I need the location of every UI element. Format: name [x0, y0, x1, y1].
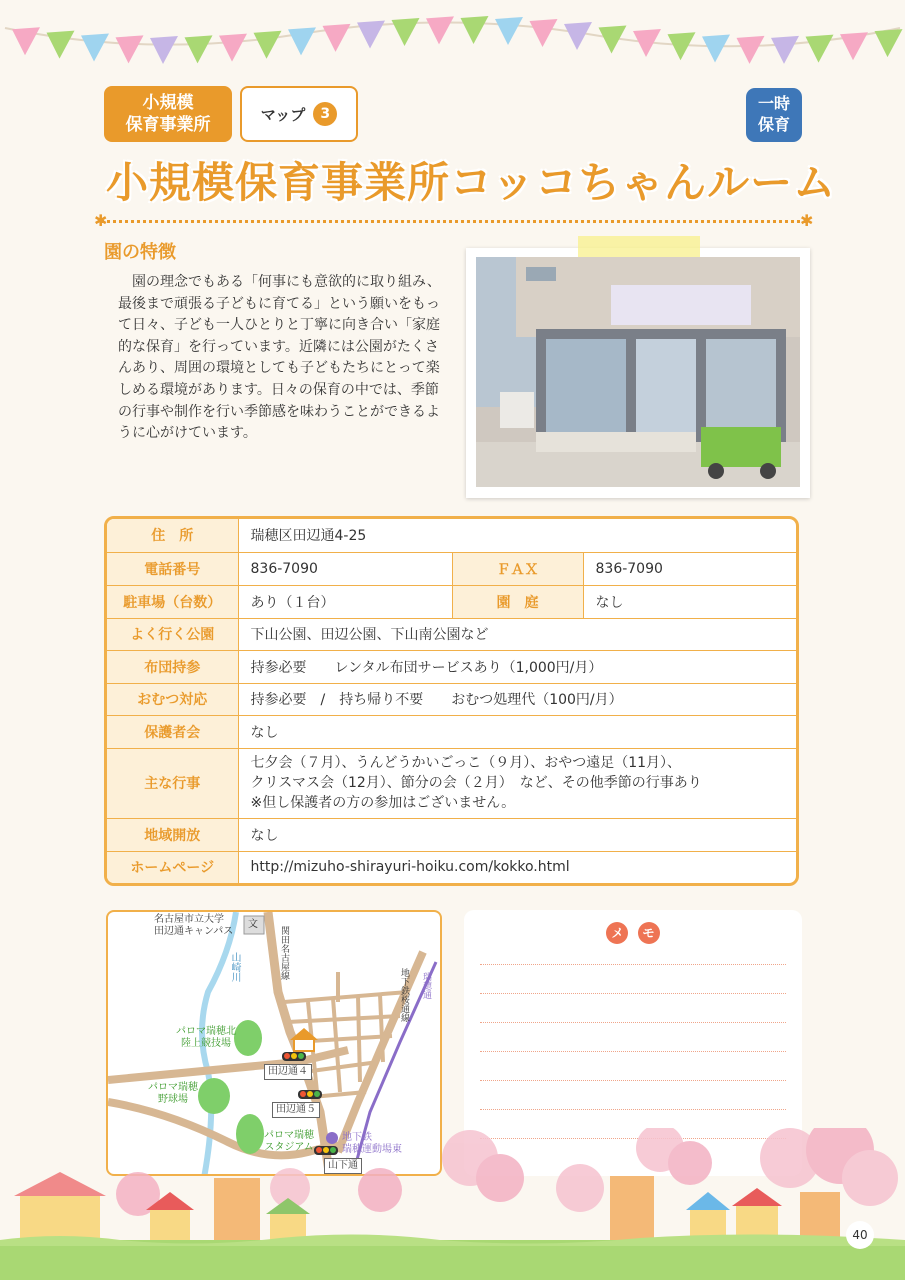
fax-value: 836-7090: [583, 552, 796, 585]
tape-decoration: [578, 236, 700, 258]
map-label: マップ: [260, 105, 306, 124]
fax-label: ＦＡＸ: [452, 552, 583, 585]
memo-line: [480, 1022, 786, 1023]
memo-title: [464, 922, 802, 944]
memo-line: [480, 1109, 786, 1110]
signal-label: 山下通: [324, 1158, 362, 1174]
events-line: クリスマス会（12月）、節分の会（２月） など、その他季節の行事あり: [250, 775, 702, 791]
events-line: 七夕会（７月）、うんどうかいごっこ（９月）、おやつ遠足（11月）、: [250, 755, 682, 771]
bunting-flag: [840, 32, 868, 60]
events-note: ※但し保護者の方の参加はございません。: [250, 795, 516, 811]
bunting-flag: [702, 35, 730, 63]
memo-line: [480, 1051, 786, 1052]
page-number: 40: [846, 1221, 874, 1249]
bunting-flag: [806, 35, 834, 63]
futon-value: 持参必要 レンタル布団サービスあり（1,000円/月）: [238, 650, 796, 683]
page-title: 小規模保育事業所コッコちゃんルーム: [106, 158, 837, 207]
bunting-flag: [185, 35, 213, 63]
bunting-flag: [254, 31, 282, 59]
info-row-address: [107, 519, 796, 552]
category-badge: 小規模 保育事業所: [104, 86, 232, 142]
signal-label: 田辺通４: [264, 1064, 312, 1080]
bunting-flag: [771, 36, 799, 64]
signal-label: 田辺通５: [272, 1102, 320, 1118]
memo-line: [480, 993, 786, 994]
road-label: 関田名古屋線: [279, 926, 289, 980]
bunting-flag: [81, 33, 109, 61]
bunting-flag: [461, 16, 489, 44]
tel-label: 電話番号: [107, 552, 238, 585]
parents-label: 保護者会: [107, 715, 238, 748]
memo-char: メ: [606, 922, 628, 944]
temporary-care-badge: 一時 保育: [746, 88, 802, 142]
bunting-flag: [323, 24, 351, 52]
info-row-web: [107, 851, 796, 883]
road-label: 瑞穂通: [421, 972, 431, 999]
futon-label: 布団持参: [107, 650, 238, 683]
bunting-flag: [875, 29, 903, 57]
school-icon: 文: [248, 919, 258, 930]
yard-label: 園 庭: [452, 585, 583, 618]
bunting-flag: [12, 27, 40, 55]
events-value: [238, 748, 796, 818]
yard-value: なし: [583, 585, 796, 618]
river-label: 山崎川: [229, 952, 240, 982]
bunting-flag: [564, 22, 592, 50]
stadium-label: パロマ瑞穂北 陸上競技場: [176, 1026, 236, 1049]
info-row-parents: [107, 715, 796, 748]
bunting-flag: [47, 31, 75, 59]
info-row-tel: [107, 552, 796, 585]
park-label: よく行く公園: [107, 618, 238, 650]
events-label: 主な行事: [107, 748, 238, 818]
address-label: 住 所: [107, 519, 238, 552]
memo-char: モ: [638, 922, 660, 944]
subway-line-label: 地下鉄桜通線: [399, 968, 409, 1022]
bunting-decoration: [0, 0, 905, 90]
parents-value: なし: [238, 715, 796, 748]
bunting-flag: [392, 18, 420, 46]
tel-value: 836-7090: [238, 552, 452, 585]
info-row-open: [107, 818, 796, 851]
info-row-park: [107, 618, 796, 650]
diaper-label: おむつ対応: [107, 683, 238, 715]
parking-value: あり（１台）: [238, 585, 452, 618]
open-label: 地域開放: [107, 818, 238, 851]
info-row-parking: [107, 585, 796, 618]
bunting-flag: [737, 36, 765, 64]
map-number: 3: [313, 102, 337, 126]
open-value: なし: [238, 818, 796, 851]
bunting-flag: [219, 34, 247, 62]
info-table: [104, 516, 799, 886]
address-value: 瑞穂区田辺通4-25: [238, 519, 796, 552]
townscape-illustration: [0, 1128, 905, 1280]
bunting-flag: [530, 19, 558, 47]
park-value: 下山公園、田辺公園、下山南公園など: [238, 618, 796, 650]
star-icon: ✱: [800, 211, 814, 230]
bunting-flag: [288, 27, 316, 55]
parking-label: 駐車場（台数）: [107, 585, 238, 618]
bunting-flag: [150, 36, 178, 64]
university-label: 名古屋市立大学 田辺通キャンパス: [154, 914, 234, 937]
bunting-flag: [116, 35, 144, 63]
bunting-flag: [426, 16, 454, 44]
bunting-flag: [495, 17, 523, 45]
features-heading: 園の特徴: [104, 242, 176, 263]
memo-line: [480, 964, 786, 965]
bunting-flag: [357, 21, 385, 49]
title-divider: [100, 220, 808, 223]
facility-photo: [476, 257, 800, 487]
map-reference-badge: [240, 86, 358, 142]
info-row-events: [107, 748, 796, 818]
info-row-diaper: [107, 683, 796, 715]
diaper-value: 持参必要 / 持ち帰り不要 おむつ処理代（100円/月）: [238, 683, 796, 715]
stadium-label: パロマ瑞穂 スタジアム: [264, 1130, 314, 1153]
star-icon: ✱: [94, 211, 108, 230]
baseball-field-label: パロマ瑞穂 野球場: [148, 1082, 198, 1105]
info-row-futon: [107, 650, 796, 683]
web-label: ホームページ: [107, 851, 238, 883]
station-label: 地下鉄 瑞穂運動場東: [342, 1132, 402, 1155]
memo-line: [480, 1080, 786, 1081]
web-link[interactable]: http://mizuho-shirayuri-hoiku.com/kokko.html: [238, 851, 796, 883]
features-text: 園の理念でもある「何事にも意欲的に取り組み、最後まで頑張る子どもに育てる」という願いをもって日々、子ども一人ひとりと丁寧に向き合い「家庭的な保育」を行っています。近隣には公園がたくさんあり、周囲の環境としても子どもたちにとって楽しめる環境があります。日々の保育の中では、季節の行事や制作を行い季節感を味わうことができるように心がけています。: [118, 274, 441, 442]
